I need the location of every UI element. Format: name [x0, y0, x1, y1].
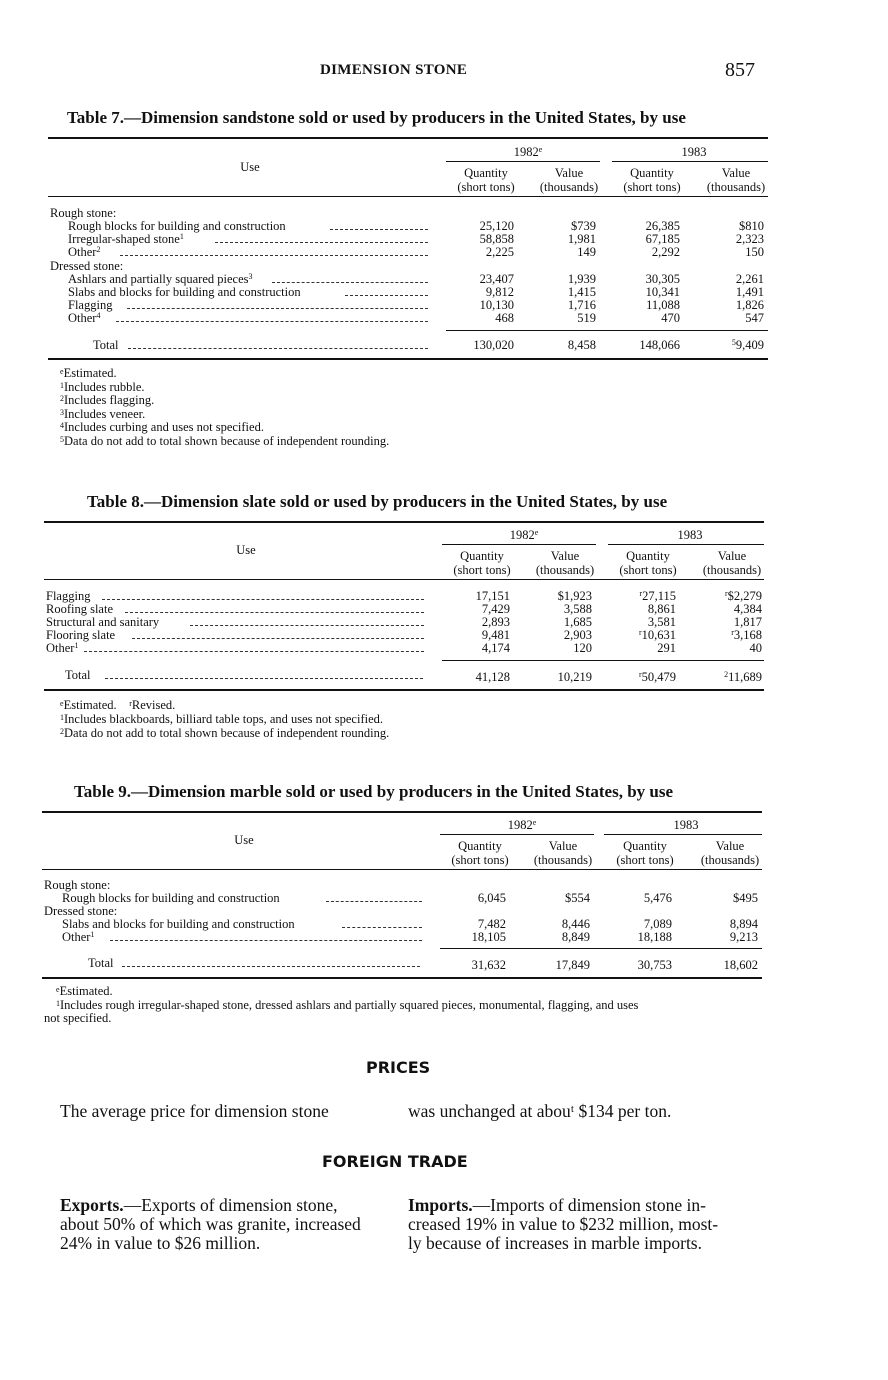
table7-footnote: $^4$Includes curbing and uses not specified. — [60, 420, 264, 435]
table7-cell-val-1983: 2,323 — [735, 232, 764, 246]
table8-total-v82: 10,219 — [557, 670, 592, 684]
table9-row-label: Rough blocks for building and construction — [62, 891, 280, 905]
table7-val-header-1982: Value (thousands) — [539, 166, 599, 194]
table7-row-label: Slabs and blocks for building and construction — [68, 285, 301, 299]
table7-cell-val-1982: 1,415 — [567, 285, 596, 299]
table7-cell-val-1983: $810 — [739, 219, 764, 233]
table9-total-v83: 18,602 — [723, 958, 758, 972]
table7-year1: 1982e — [513, 145, 543, 159]
table8-cell-qty-1982: 17,151 — [475, 589, 510, 603]
table9-cell-qty-1983: 18,188 — [637, 930, 672, 944]
table7-cell-qty-1982: 2,225 — [485, 245, 514, 259]
table7-qty-header-1982: Quantity (short tons) — [457, 166, 515, 194]
table7-top-rule — [48, 137, 768, 139]
table7-cell-qty-1982: 10,130 — [479, 298, 514, 312]
table7-val-header-1983: Value (thousands) — [706, 166, 766, 194]
table9-cell-val-1983: 9,213 — [729, 930, 758, 944]
table7-cell-val-1983: 1,826 — [735, 298, 764, 312]
table7-cell-val-1983: 547 — [745, 311, 764, 325]
table8-cell-qty-1983: 291 — [657, 641, 676, 655]
table9-cell-val-1982: $554 — [565, 891, 590, 905]
table9-total-q83: 30,753 — [637, 958, 672, 972]
table8-cell-qty-1982: 9,481 — [481, 628, 510, 642]
table8-cell-val-1982: 1,685 — [563, 615, 592, 629]
table8-total-q83: $^r$50,479 — [638, 670, 676, 684]
table9-year1-rule — [440, 834, 594, 835]
table8-row-leader — [102, 599, 424, 600]
table8-cell-qty-1982: 7,429 — [481, 602, 510, 616]
table7-row-leader — [330, 229, 428, 230]
table7-cell-qty-1982: 58,858 — [479, 232, 514, 246]
table7-use-header: Use — [240, 160, 260, 174]
table9-qty-header-1983: Quantity (short tons) — [616, 839, 674, 867]
table8-cell-qty-1982: 4,174 — [481, 641, 510, 655]
table8-row-label: Flooring slate — [46, 628, 116, 642]
table7-group-dressed: Dressed stone: — [50, 259, 124, 273]
table7-row-label: Flagging — [68, 298, 113, 312]
table7-cell-qty-1982: 23,407 — [479, 272, 514, 286]
prices-text-left: The average price for dimension stone — [60, 1101, 329, 1121]
table7-bottom-rule — [48, 358, 768, 360]
table8-row-label: Other$^1$ — [46, 641, 79, 655]
table8-cell-val-1983: 1,817 — [733, 615, 762, 629]
table8-top-rule — [44, 521, 764, 523]
table9-row-label: Other$^1$ — [62, 930, 95, 944]
table9-cell-qty-1983: 5,476 — [643, 891, 672, 905]
table8-year1: 1982e — [509, 528, 539, 542]
table7-row-leader — [215, 242, 428, 243]
table8-row-label: Structural and sanitary — [46, 615, 160, 629]
table7-cell-qty-1982: 25,120 — [479, 219, 514, 233]
running-header — [0, 59, 888, 86]
table9-row-label: Slabs and blocks for building and construction — [62, 917, 295, 931]
table7-footnote: $^e$Estimated. — [60, 366, 117, 380]
table8-cell-qty-1983: $^r$10,631 — [638, 628, 676, 642]
table7-row-label: Ashlars and partially squared pieces$^3$ — [68, 272, 253, 286]
table9-cell-val-1982: 8,849 — [561, 930, 590, 944]
table8-year2: 1983 — [677, 528, 703, 542]
page-number: 857 — [725, 59, 755, 81]
exports-paragraph: Exports.—Exports of dimension stone, about 50% of which was granite, increased 24% in value to $26 million. — [60, 1195, 361, 1253]
running-header-title: DIMENSION STONE — [320, 62, 468, 78]
table8-year2-rule — [608, 544, 764, 545]
table9-cell-qty-1982: 6,045 — [477, 891, 506, 905]
table9-sum-rule — [440, 948, 762, 949]
table7-qty-header-1983: Quantity (short tons) — [623, 166, 681, 194]
table7-row-label: Irregular-shaped stone$^1$ — [68, 232, 184, 246]
table9-caption: Table 9.—Dimension marble sold or used by producers in the United States, by use — [74, 782, 674, 801]
table7-cell-val-1982: 1,981 — [567, 232, 596, 246]
table9-row-leader — [342, 927, 422, 928]
table9-cell-qty-1983: 7,089 — [643, 917, 672, 931]
table8-val-header-1983: Value (thousands) — [702, 549, 762, 577]
table8-footnote-1: $^1$Includes blackboards, billiard table tops, and uses not specified. — [60, 712, 384, 726]
table9-use-header: Use — [234, 833, 254, 847]
table7-total-q82: 130,020 — [473, 338, 514, 352]
table8-row-leader — [84, 651, 424, 652]
table7-year1-rule — [446, 161, 600, 162]
table7-cell-val-1982: 1,939 — [567, 272, 596, 286]
table8-total-q82: 41,128 — [475, 670, 510, 684]
table7-row-label: Rough blocks for building and construction — [68, 219, 286, 233]
table7-footnote: $^3$Includes veneer. — [60, 406, 146, 421]
table7-total-q83: 148,066 — [639, 338, 680, 352]
table7-cell-qty-1982: 9,812 — [485, 285, 514, 299]
table7-cell-qty-1983: 2,292 — [651, 245, 680, 259]
table7-cell-val-1983: 1,491 — [735, 285, 764, 299]
table8-row-label: Roofing slate — [46, 602, 114, 616]
table9-total-v82: 17,849 — [555, 958, 590, 972]
table8-qty-header-1983: Quantity (short tons) — [619, 549, 677, 577]
table8-total-v83: $^2$11,689 — [724, 670, 762, 684]
foreign-trade-heading: FOREIGN TRADE — [322, 1152, 468, 1171]
table9-row-leader — [110, 940, 422, 941]
table9-footnote-1: $^1$Includes rough irregular-shaped stone, dressed ashlars and partially squared pieces, monumental, flagging, and uses — [56, 998, 639, 1012]
table9-row-leader — [326, 901, 422, 902]
table9-group-dressed: Dressed stone: — [44, 904, 118, 918]
table7-row-label: Other$^4$ — [68, 311, 101, 325]
table7-row-leader — [345, 295, 428, 296]
table7-total-v83: $^5$9,409 — [731, 338, 764, 352]
table8-total-label: Total — [65, 668, 91, 682]
table9-total-label: Total — [88, 956, 114, 970]
table8-cell-qty-1983: $^r$27,115 — [639, 589, 676, 603]
table7-cell-val-1982: 149 — [577, 245, 596, 259]
table7-cell-val-1983: 150 — [745, 245, 764, 259]
table7-sum-rule — [446, 330, 768, 331]
table7-cell-qty-1983: 10,341 — [645, 285, 680, 299]
table7-footnote: $^2$Includes flagging. — [60, 393, 155, 408]
table7-cell-qty-1982: 468 — [495, 311, 514, 325]
table7-row-leader — [272, 282, 428, 283]
table7-footnote: $^1$Includes rubble. — [60, 379, 145, 394]
table8-row-leader — [132, 638, 424, 639]
table8-cell-qty-1982: 2,893 — [481, 615, 510, 629]
table8-cell-val-1983: $^r$3,168 — [731, 628, 762, 642]
table7-footnote: $^5$Data do not add to total shown because of independent rounding. — [60, 434, 390, 448]
table7-header-rule — [48, 196, 768, 197]
table7-cell-val-1982: 1,716 — [567, 298, 596, 312]
table7-year2-rule — [612, 161, 768, 162]
table7-row-leader — [116, 321, 428, 322]
prices-text-right: was unchanged at abouᵗ $134 per ton. — [408, 1101, 672, 1121]
table7-cell-val-1982: $739 — [571, 219, 596, 233]
table9-year1: 1982e — [507, 818, 537, 832]
table7-cell-qty-1983: 11,088 — [646, 298, 680, 312]
table8-cell-val-1983: 40 — [749, 641, 762, 655]
imports-paragraph: Imports.—Imports of dimension stone in- creased 19% in value to $232 million, most- ly because of increases in marble imports. — [408, 1195, 719, 1253]
table8-row-leader — [125, 612, 424, 613]
table8-row-leader — [190, 625, 424, 626]
table9-val-header-1982: Value (thousands) — [533, 839, 593, 867]
table8-footnote-estimated-revised: $^e$Estimated. $^r$Revised. — [60, 698, 176, 712]
table8-year1-rule — [442, 544, 596, 545]
table8-bottom-rule — [44, 689, 764, 691]
table7-year2: 1983 — [681, 145, 707, 159]
table9-group-rough: Rough stone: — [44, 878, 111, 892]
table7-cell-val-1982: 519 — [577, 311, 596, 325]
table9-cell-qty-1982: 7,482 — [477, 917, 506, 931]
table9-year2: 1983 — [673, 818, 699, 832]
table7-row-leader — [127, 308, 428, 309]
table9-cell-val-1983: 8,894 — [729, 917, 758, 931]
table9-footnote-estimated: $^e$Estimated. — [56, 984, 113, 998]
table7-cell-qty-1983: 470 — [661, 311, 680, 325]
table8-row-label: Flagging — [46, 589, 91, 603]
table8-qty-header-1982: Quantity (short tons) — [453, 549, 511, 577]
table8-sum-rule — [442, 660, 764, 661]
table8-cell-val-1983: $^r$\$2,279 — [724, 589, 762, 603]
table7-cell-qty-1983: 67,185 — [645, 232, 680, 246]
table8-cell-val-1982: 3,588 — [563, 602, 592, 616]
table8-header-rule — [44, 579, 764, 580]
table9-year2-rule — [604, 834, 762, 835]
table7-caption: Table 7.—Dimension sandstone sold or used by producers in the United States, by use — [67, 108, 686, 127]
table9-total-leader — [122, 966, 420, 967]
table7-group-rough: Rough stone: — [50, 206, 117, 220]
table9-cell-qty-1982: 18,105 — [471, 930, 506, 944]
table8-cell-val-1982: 2,903 — [563, 628, 592, 642]
table8-cell-val-1982: $1,923 — [557, 589, 592, 603]
table7-row-leader — [120, 255, 428, 256]
table7-total-v82: 8,458 — [567, 338, 596, 352]
table8-cell-val-1982: 120 — [573, 641, 592, 655]
table7-row-label: Other$^2$ — [68, 245, 101, 259]
table8-footnote-2: $^2$Data do not add to total shown because of independent rounding. — [60, 726, 390, 740]
table7-cell-qty-1983: 30,305 — [645, 272, 680, 286]
table8-cell-val-1983: 4,384 — [733, 602, 762, 616]
table8-val-header-1982: Value (thousands) — [535, 549, 595, 577]
table9-bottom-rule — [42, 977, 762, 979]
prices-heading: PRICES — [366, 1058, 431, 1077]
table8-cell-qty-1983: 8,861 — [647, 602, 676, 616]
table9-qty-header-1982: Quantity (short tons) — [451, 839, 509, 867]
table8-use-header: Use — [236, 543, 256, 557]
table9-cell-val-1983: $495 — [733, 891, 758, 905]
table9-header-rule — [42, 869, 762, 870]
table7-cell-qty-1983: 26,385 — [645, 219, 680, 233]
table8-caption: Table 8.—Dimension slate sold or used by producers in the United States, by use — [87, 492, 668, 511]
table7-total-label: Total — [93, 338, 119, 352]
table8-total-leader — [105, 678, 423, 679]
table9-total-q82: 31,632 — [471, 958, 506, 972]
table7-total-leader — [128, 348, 428, 349]
table9-cell-val-1982: 8,446 — [561, 917, 590, 931]
table8-cell-qty-1983: 3,581 — [647, 615, 676, 629]
table7-cell-val-1983: 2,261 — [735, 272, 764, 286]
table9-top-rule — [42, 811, 762, 813]
table9-footnote-1-cont: not specified. — [44, 1011, 112, 1025]
table9-val-header-1983: Value (thousands) — [700, 839, 760, 867]
